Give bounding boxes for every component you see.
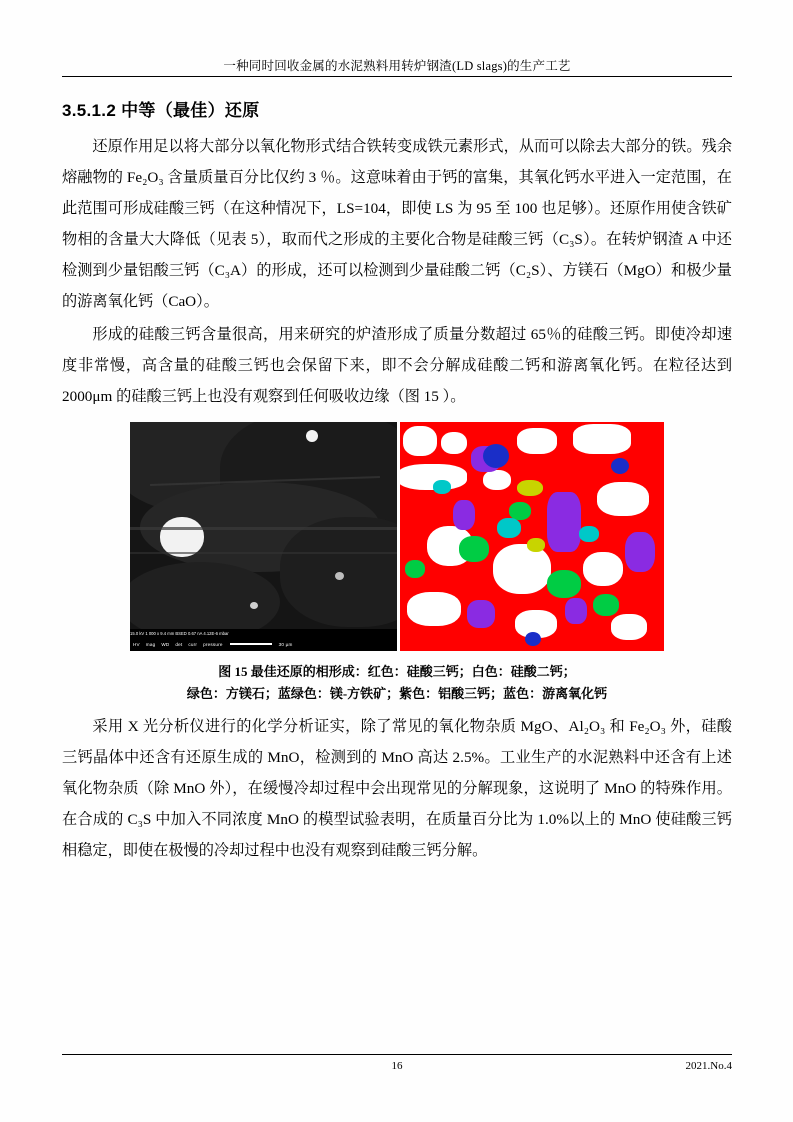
phase-c2s-5 bbox=[397, 464, 467, 490]
paragraph-2-text: 形成的硅酸三钙含量很高，用来研究的炉渣形成了质量分数超过 65％的硅酸三钙。即使冷却速度非常慢，高含量的硅酸三钙也会保留下来，即不会分解成硅酸二钙和游离氧化钙。在粒径达到 2000μm 的硅酸三钙上也没有观察到任何吸收边缘（图 15 ）。 bbox=[62, 326, 732, 405]
sem-databar bbox=[130, 637, 397, 651]
phase-c3a-5 bbox=[467, 600, 495, 628]
sem-backscatter-image bbox=[130, 422, 397, 651]
sem-scale-bar bbox=[230, 643, 272, 645]
phase-c3a-3 bbox=[453, 500, 475, 530]
paragraph-2 bbox=[62, 319, 732, 412]
section-heading: 3.5.1.2 中等（最佳）还原 bbox=[62, 101, 260, 120]
paragraph-3 bbox=[62, 711, 732, 866]
paragraph-1 bbox=[62, 131, 732, 317]
sem-crack-2 bbox=[130, 552, 397, 554]
sem-databar-wd: WD bbox=[161, 641, 170, 647]
sem-databar-hv: HV bbox=[133, 641, 140, 647]
phase-accent-2 bbox=[527, 538, 545, 552]
phase-c2s-1 bbox=[403, 426, 437, 456]
paragraph-1-text: 还原作用足以将大部分以氧化物形式结合铁转变成铁元素形式，从而可以除去大部分的铁。残余熔融物的 Fe₂O₃ 含量质量百分比仅约 3 ％。这意味着由于钙的富集，其氧化钙水平进入一定范围，在此范围可形成硅酸三钙（在这种情况下，LS=104，即使 LS 为 95 至 100 也足够）。还原作用使含铁矿物相的含量大大降低（见表 5），取而代之形成的主要化合物是硅酸三钙（C₃S）。在转炉钢渣 A 中还检测到少量铝酸三钙（C₃A）的形成，还可以检测到少量硅酸二钙（C₂S）、方镁石（MgO）和极少量的游离氧化钙（CaO）。 bbox=[62, 138, 732, 310]
figure-15 bbox=[130, 422, 664, 651]
sem-bright-grain-2 bbox=[306, 430, 318, 442]
phase-cao-3 bbox=[525, 632, 541, 646]
sem-bright-grain-1 bbox=[160, 517, 204, 557]
phase-c2s-2 bbox=[441, 432, 467, 454]
sem-databar-values-text: 15.0 kV 1 000 x 9.4 mm BSED 0.67 nA 4.12E-6 mbar bbox=[130, 630, 229, 636]
phase-mgo-5 bbox=[405, 560, 425, 578]
figure-caption-line-1: 图 15 最佳还原的相形成：红色：硅酸三钙；白色：硅酸二钙； bbox=[218, 664, 576, 679]
sem-bright-grain-3 bbox=[250, 602, 258, 609]
phase-map-left-edge bbox=[397, 422, 400, 651]
figure-caption-line-2: 绿色：方镁石；蓝绿色：镁-方铁矿；紫色：铝酸三钙；蓝色：游离氧化钙 bbox=[186, 686, 608, 701]
phase-c3a-2 bbox=[547, 492, 581, 552]
sem-databar-det: det bbox=[175, 641, 183, 647]
sem-databar-pressure: pressure bbox=[203, 641, 223, 647]
phase-c2s-11 bbox=[407, 592, 461, 626]
phase-c3a-4 bbox=[625, 532, 655, 572]
sem-databar-curr: curr bbox=[188, 641, 198, 647]
sem-databar-mag: mag bbox=[145, 641, 156, 647]
sem-bright-grain-4 bbox=[335, 572, 344, 580]
sem-crack-1 bbox=[130, 527, 397, 530]
phase-accent-1 bbox=[517, 480, 543, 496]
sem-databar-values bbox=[130, 629, 397, 637]
phase-mg-wustite-1 bbox=[497, 518, 521, 538]
phase-c2s-13 bbox=[611, 614, 647, 640]
phase-mg-wustite-3 bbox=[433, 480, 451, 494]
phase-c3a-6 bbox=[565, 598, 587, 624]
paragraph-3-text: 采用 X 光分析仪进行的化学分析证实，除了常见的氧化物杂质 MgO、Al₂O₃ 和 Fe₂O₃ 外，硅酸三钙晶体中还含有还原生成的 MnO，检测到的 MnO 高达 2.5%。工业生产的水泥熟料中还含有上述氧化物杂质（除 MnO 外），在缓慢冷却过程中会出现常见的分解现象，这说明了 MnO 的特殊作用。在合成的 C₃S 中加入不同浓度 MnO 的模型试验表明，在质量百分比为 1.0%以上的 MnO 使硅酸三钙相稳定，即使在极慢的冷却过程中也没有观察到硅酸三钙分解。 bbox=[62, 718, 732, 859]
phase-c2s-7 bbox=[597, 482, 649, 516]
page-number: 16 bbox=[391, 1060, 403, 1072]
phase-c2s-10 bbox=[583, 552, 623, 586]
phase-mgo-1 bbox=[459, 536, 489, 562]
phase-map-image bbox=[397, 422, 664, 651]
phase-cao-1 bbox=[483, 444, 509, 468]
header-divider bbox=[62, 76, 732, 77]
figure-caption bbox=[97, 661, 697, 705]
phase-mg-wustite-2 bbox=[579, 526, 599, 542]
phase-mgo-2 bbox=[547, 570, 581, 598]
phase-mgo-3 bbox=[593, 594, 619, 616]
sem-scale-label: 30 µm bbox=[278, 641, 293, 647]
phase-c2s-9 bbox=[493, 544, 551, 594]
page-header: 一种同时回收金属的水泥熟料用转炉钢渣(LD slags)的生产工艺 bbox=[223, 59, 571, 73]
phase-c2s-6 bbox=[483, 470, 511, 490]
issue-label: 2021.No.4 bbox=[685, 1060, 732, 1072]
footer-divider bbox=[62, 1054, 732, 1055]
phase-c2s-4 bbox=[573, 424, 631, 454]
phase-cao-2 bbox=[611, 458, 629, 474]
phase-c2s-3 bbox=[517, 428, 557, 454]
page-content bbox=[62, 88, 732, 868]
